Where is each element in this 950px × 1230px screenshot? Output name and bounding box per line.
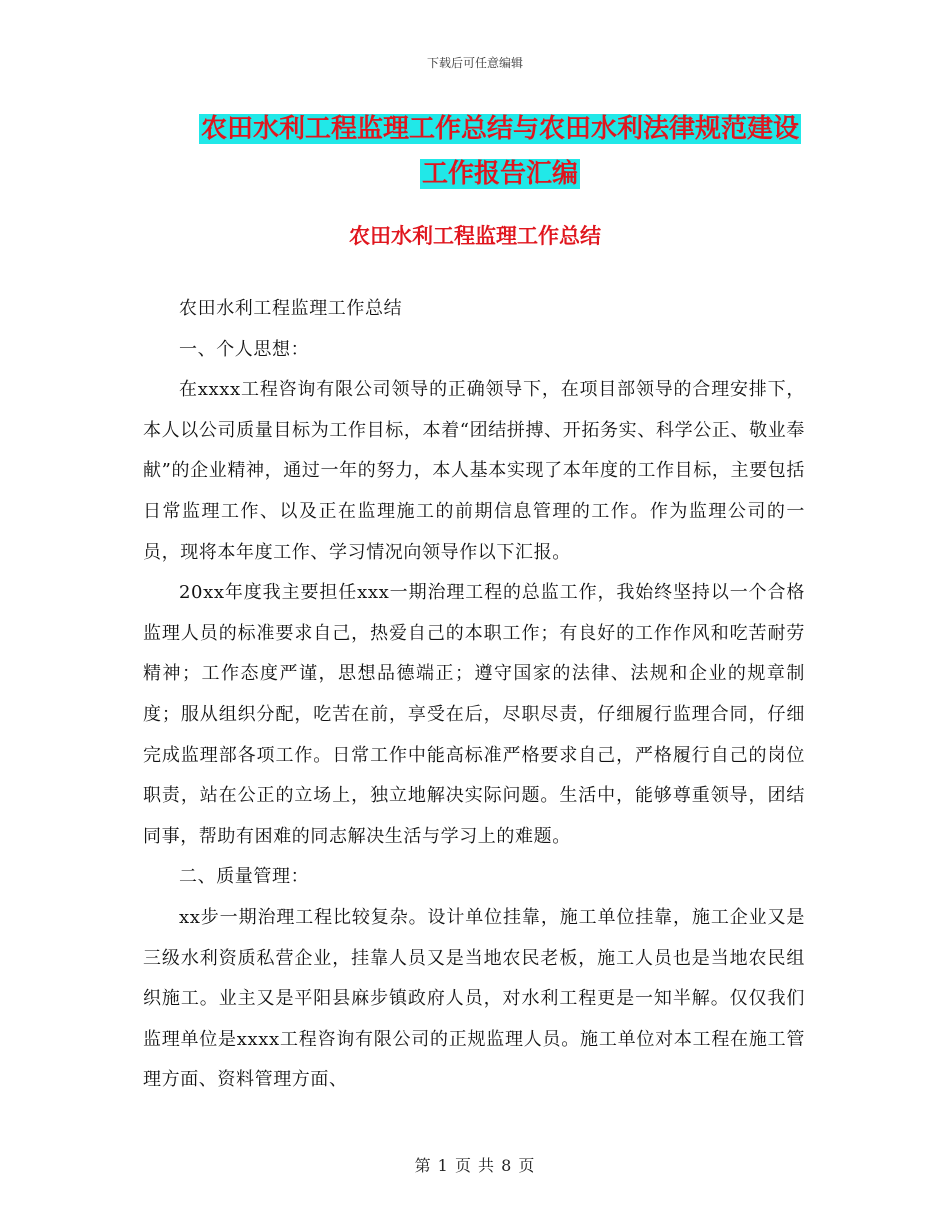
body-paragraph: xx步一期治理工程比较复杂。设计单位挂靠，施工单位挂靠，施工企业又是三级水利资质私营企业，挂靠人员又是当地农民老板，施工人员也是当地农民组织施工。业主又是平阳县麻步镇政府人员，对水利工程更是一知半解。仅仅我们监理单位是xxxx工程咨询有限公司的正规监理人员。施工单位对本工程在施工管理方面、资料管理方面、	[143, 906, 805, 1091]
body-paragraph: 20xx年度我主要担任xxx一期治理工程的总监工作，我始终坚持以一个合格监理人员的标准要求自己，热爱自己的本职工作；有良好的工作作风和吃苦耐劳精神；工作态度严谨，思想品德端正；遵守国家的法律、法规和企业的规章制度；服从组织分配，吃苦在前，享受在后，尽职尽责，仔细履行监理合同，仔细完成监理部各项工作。日常工作中能高标准严格要求自己，严格履行自己的岗位职责，站在公正的立场上，独立地解决实际问题。生活中，能够尊重领导，团结同事，帮助有困难的同志解决生活与学习上的难题。	[143, 582, 805, 847]
page-footer: 第 1 页 共 8 页	[414, 1156, 536, 1175]
body-paragraph: 在xxxx工程咨询有限公司领导的正确领导下，在项目部领导的合理安排下，本人以公司质量目标为工作目标，本着“团结拼搏、开拓务实、科学公正、敬业奉献”的企业精神，通过一年的努力，本人基本实现了本年度的工作目标，主要包括日常监理工作、以及正在监理施工的前期信息管理的工作。作为监理公司的一员，现将本年度工作、学习情况向领导作以下汇报。	[143, 379, 805, 563]
body-paragraph: 一、个人思想：	[179, 338, 310, 360]
document-title-line-1	[110, 106, 890, 152]
body-paragraph: 二、质量管理：	[179, 866, 310, 888]
body-paragraph: 农田水利工程监理工作总结	[179, 298, 403, 319]
title-highlight: 工作报告汇编	[421, 159, 578, 189]
section-title: 农田水利工程监理工作总结	[349, 223, 601, 248]
document-body	[143, 289, 805, 1101]
title-highlight: 农田水利工程监理工作总结与农田水利法律规范建设	[200, 114, 799, 144]
page-header: 下载后可任意编辑	[426, 56, 523, 70]
document-title-line-2	[110, 151, 890, 197]
